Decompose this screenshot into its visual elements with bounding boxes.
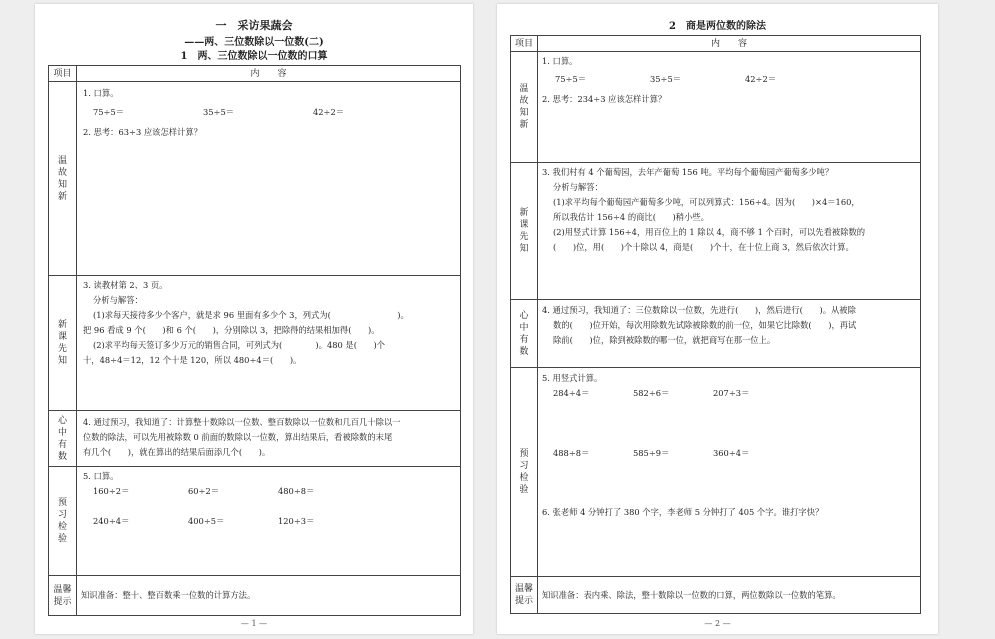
worksheet-page-1 — [35, 4, 473, 634]
lesson-title: 2 商是两位数的除法 — [669, 21, 766, 32]
text-line: 把 96 看成 9 个( )和 6 个( )，分别除以 3，把除得的结果相加得( )。 — [83, 325, 380, 335]
problem: 360÷4＝ — [713, 448, 750, 458]
label-tip: 温馨 提示 — [49, 576, 77, 616]
section-new — [77, 276, 461, 411]
problem: 42÷2＝ — [313, 107, 345, 117]
problem: 488÷8＝ — [553, 448, 590, 458]
problem: 582÷6＝ — [633, 388, 670, 398]
label-preview: 预 习 检 验 — [49, 467, 77, 576]
label-tip: 温馨 提示 — [511, 577, 538, 614]
question-4: 4. 通过预习，我知道了：三位数除以一位数，先进行( )，然后进行( )。从被除 — [542, 305, 856, 315]
question-5: 5. 口算。 — [83, 471, 119, 481]
section-heart — [77, 411, 461, 467]
section-tip — [538, 577, 921, 614]
section-new — [538, 163, 921, 300]
question-2: 2. 思考：234÷3 应该怎样计算？ — [542, 94, 667, 104]
problem: 75÷5＝ — [93, 107, 125, 117]
label-review: 温 故 知 新 — [49, 82, 77, 276]
question-1: 1. 口算。 — [83, 88, 119, 98]
text-line: 十，48÷4＝12，12 个十是 120，所以 480÷4＝( )。 — [83, 355, 302, 365]
problem: 240÷4＝ — [93, 516, 130, 526]
problem: 75÷5＝ — [555, 74, 587, 84]
unit-title: 一 采访果蔬会 — [215, 19, 293, 32]
text-line: (2)用竖式计算 156÷4，用百位上的 1 除以 4，商不够 1 个百时，可以先看被除数的 — [553, 227, 866, 237]
text-line: 分析与解答： — [93, 295, 143, 305]
tip-text: 知识准备：表内乘、除法，整十数除以一位数的口算，两位数除以一位数的笔算。 — [542, 589, 841, 600]
label-new: 新 课 先 知 — [49, 276, 77, 411]
section-preview — [538, 368, 921, 577]
text-line: (1)求每天接待多少个客户，就是求 96 里面有多少个 3，列式为( )。 — [93, 310, 409, 320]
header-item: 项目 — [511, 36, 538, 52]
text-line: (2)求平均每天签订多少万元的销售合同，可列式为( )。480 是( )个 — [93, 340, 386, 350]
label-heart: 心 中 有 数 — [49, 411, 77, 467]
section-review — [538, 52, 921, 163]
header-content: 内 容 — [77, 66, 461, 82]
page-number: — 2 — — [704, 619, 731, 628]
unit-subtitle: ——两、三位数除以一位数(二) — [184, 37, 324, 48]
question-2: 2. 思考：63÷3 应该怎样计算？ — [83, 127, 202, 137]
problem: 60÷2＝ — [188, 486, 220, 496]
text-line: 分析与解答： — [553, 182, 603, 192]
question-1: 1. 口算。 — [542, 56, 578, 66]
section-tip — [77, 576, 461, 616]
header-item: 项目 — [49, 66, 77, 82]
problem: 160÷2＝ — [93, 486, 130, 496]
problem: 35÷5＝ — [203, 107, 235, 117]
label-review: 温 故 知 新 — [511, 52, 538, 163]
worksheet-table — [48, 65, 461, 616]
label-preview: 预 习 检 验 — [511, 368, 538, 577]
problem: 400÷5＝ — [188, 516, 225, 526]
question-3: 3. 我们村有 4 个葡萄园，去年产葡萄 156 吨。平均每个葡萄园产葡萄多少吨？ — [542, 167, 834, 177]
lesson-title: 1 两、三位数除以一位数的口算 — [180, 51, 328, 62]
worksheet-page-2 — [497, 4, 938, 634]
page-number: — 1 — — [240, 619, 268, 628]
tip-text: 知识准备：整十、整百数乘一位数的计算方法。 — [81, 590, 256, 600]
problem: 42÷2＝ — [745, 74, 777, 84]
question-3: 3. 读教材第 2、3 页。 — [83, 280, 168, 290]
section-heart — [538, 300, 921, 368]
problem: 284÷4＝ — [553, 388, 590, 398]
question-5: 5. 用竖式计算。 — [542, 373, 603, 383]
problem: 585÷9＝ — [633, 448, 670, 458]
text-line: 除前( )位，除到被除数的哪一位，就把商写在那一位上。 — [553, 335, 776, 345]
text-line: 数的( )位开始，每次用除数先试除被除数的前一位，如果它比除数( )，再试 — [553, 320, 857, 330]
header-content: 内 容 — [538, 36, 921, 52]
problem: 480÷8＝ — [278, 486, 315, 496]
question-6: 6. 张老师 4 分钟打了 380 个字，李老师 5 分钟打了 405 个字。谁打字快？ — [542, 507, 824, 517]
problem: 207÷3＝ — [713, 388, 750, 398]
text-line: (1)求平均每个葡萄园产葡萄多少吨，可以列算式：156÷4。因为( )×4＝160， — [553, 197, 860, 207]
worksheet-table — [510, 35, 921, 614]
section-review — [77, 82, 461, 276]
problem: 120÷3＝ — [278, 516, 315, 526]
question-4: 4. 通过预习，我知道了：计算整十数除以一位数、整百数除以一位数和几百几十除以一 — [83, 417, 401, 427]
section-preview — [77, 467, 461, 576]
label-heart: 心 中 有 数 — [511, 300, 538, 368]
text-line: 位数的除法，可以先用被除数 0 前面的数除以一位数，算出结果后，看被除数的末尾 — [83, 432, 393, 442]
problem: 35÷5＝ — [650, 74, 682, 84]
text-line: 所以我估计 156÷4 的商比( )稍小些。 — [553, 212, 709, 222]
text-line: 有几个( )，就在算出的结果后面添几个( )。 — [83, 447, 271, 457]
text-line: ( )位，用( )个十除以 4，商是( )个十，在十位上商 3，然后依次计算。 — [553, 242, 854, 252]
label-new: 新 课 先 知 — [511, 163, 538, 300]
